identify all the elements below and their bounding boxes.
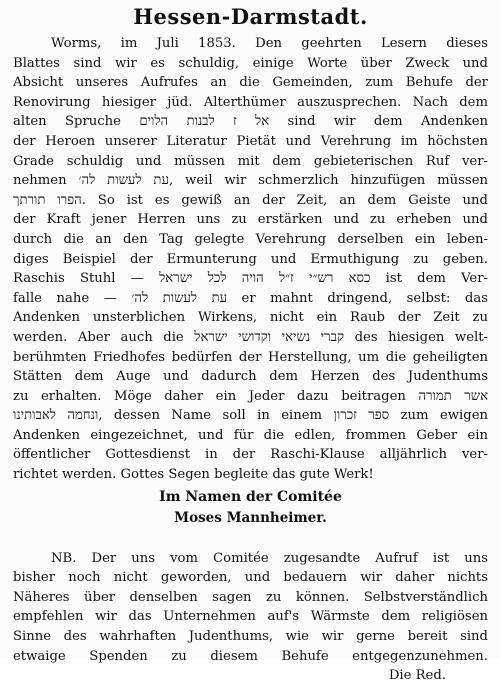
article-line: Renovirung hiesiger jüd. Alterthümer auszusprechen. Nach dem xyxy=(13,94,488,110)
note-line: NB. Der uns vom Comitée zugesandte Aufruf ist uns xyxy=(51,550,488,566)
article-line: öffentlicher Gottesdienst in der Raschi-Klause alljährlich ver- xyxy=(13,447,488,463)
article-line: ונחמה לאבותינו, dessen Name soll in einem ספר זכרון zum ewigen xyxy=(13,408,488,424)
note-line: Sinne des wahrhaften Judenthums, wie wir gerne bereit sind xyxy=(13,629,488,645)
article-line: alten Spruche אל ז לבנות הלוים sind wir dem Andenken xyxy=(13,114,488,130)
article-line: nehmen עת לעשות לה׳, weil wir schmerzlich hinzufügen müssen xyxy=(13,173,488,189)
article-line: richtet werden. Gottes Segen begleite das gute Werk! xyxy=(13,467,374,483)
article-line: Worms, im Juli 1853. Den geehrten Lesern dieses xyxy=(51,36,488,51)
note-line: Näheres über denselben sagen zu können. Selbstverständlich xyxy=(13,589,488,605)
note-line: etwaige Spenden zu diesem Behufe entgegenzunehmen. xyxy=(13,648,488,664)
article-line: durch die an den Tag gelegte Verehrung derselben ein leben- xyxy=(13,231,488,247)
article-line: berühmten Friedhofes bedürfen der Herstellung, um die geheiligten xyxy=(13,349,488,365)
page-title: Hessen-Darmstadt. xyxy=(133,4,368,29)
signature-block xyxy=(13,487,488,529)
note-line: empfehlen wir das Unternehmen auf's Wärmste dem religiösen xyxy=(13,609,488,625)
article-line: der Kraft jener Herren uns zu erstärken und zu erheben und xyxy=(13,212,488,228)
note-line: bisher noch nicht geworden, und bedauern wir daher nichts xyxy=(13,570,488,586)
article-line: Absicht unseres Aufrufes an die Gemeinden, zum Behufe der xyxy=(13,75,488,91)
article-line: Stätten dem Auge und dadurch dem Herzen des Judenthums xyxy=(13,369,488,385)
article-line: Blattes sind wir es schuldig, einige Worte über Zweck und xyxy=(13,55,488,71)
signature-committee: Im Namen der Comitée xyxy=(159,488,342,505)
article-line: הפרו תורתך. So ist es gewiß an der Zeit, an dem Geiste und xyxy=(13,192,488,208)
article-line: falle nahe — עת לעשות לה׳ er mahnt dringend, selbst: das xyxy=(13,290,488,306)
signature-name: Moses Mannheimer. xyxy=(174,509,327,526)
article-body xyxy=(13,34,488,485)
section-gap xyxy=(13,529,488,549)
article-line: Andenken eingezeichnet, und für die edlen, frommen Geber ein xyxy=(13,427,488,443)
article-line: diges Beispiel der Ermunterung und Ermuthigung zu geben. xyxy=(13,251,488,267)
article-line: Grade schuldig und müssen mit dem gebieterischen Ruf ver- xyxy=(13,153,488,169)
article-line: der Heroen unserer Literatur Pietät und Verehrung im höchsten xyxy=(13,133,488,149)
article-line: zu erhalten. Möge daher ein Jeder dazu beitragen אשר תמורה xyxy=(13,388,488,404)
article-line: werden. Aber auch die קברי נשיאי וקדושי ישראל des hiesigen welt- xyxy=(13,329,488,345)
editor-signoff: Die Red. xyxy=(388,668,446,684)
article-line: Andenken unsterblichen Wirkens, nicht ein Raub der Zeit zu xyxy=(13,310,488,326)
article-line: Raschis Stuhl — כסא רש״י ז״ל הויה לכל ישראל ist dem Ver- xyxy=(13,271,488,287)
editor-note xyxy=(13,549,488,686)
